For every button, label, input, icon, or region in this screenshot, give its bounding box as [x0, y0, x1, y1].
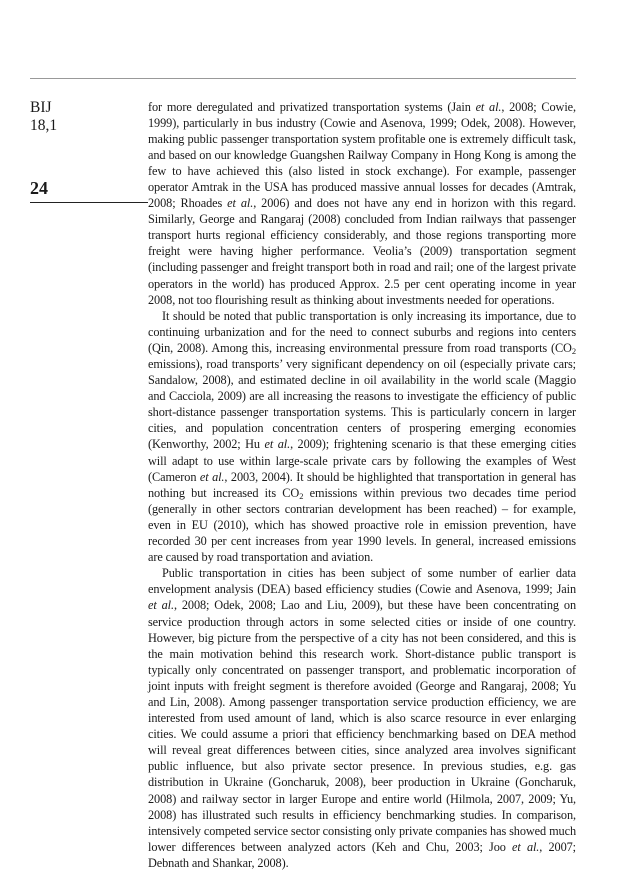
paragraph-3: [148, 565, 576, 871]
article-body: [148, 99, 576, 871]
header-rule: [30, 78, 576, 79]
italic-run: et al.: [476, 100, 502, 114]
text-run: , 2006) and does not have any end in horizon with this regard. Similarly, George and Rangaraj (2008) concluded from Indian railways that passenger transport hurts regional efficiency considerably, and those regions transporting more freight were having higher performance. Veolia’s (2009) transportation segment (including passenger and freight transport both in road and rail; one of the largest private operators in the world) has produced Approx. 2.5 per cent operating income in year 2008, not too flourishing result as thinking about investments needed for operations.: [148, 196, 576, 307]
italic-run: et al.: [200, 470, 225, 484]
italic-run: et al.: [265, 437, 291, 451]
text-run: emissions), road transports’ very significant dependency on oil (especially private cars; Sandalow, 2008), and estimated decline in oil availability in the world scale (Maggio and Cacciola, 2009) are all increasing the reasons to investigate the efficiency of public short-distance passenger transportation systems. This is particularly concern in larger cities, and population concentration centers of prospering emerging economies (Kenworthy, 2002; Hu: [148, 357, 576, 451]
subscript: 2: [572, 346, 576, 356]
volume-issue: 18,1: [30, 117, 57, 135]
text-run: , 2008; Odek, 2008; Lao and Liu, 2009), but these have been concentrating on service production through actors in some selected cities or inside of one country. However, big picture from the perspective of a city has not been considered, and this is the main motivation behind this research work. Short-distance public transport is typically only concentrated on passenger transport, and problematic incorporation of joint inputs with freight segment is therefore avoided (George and Rangaraj, 2008; Yu and Lin, 2008). Among passenger transportation service production efficiency, we are interested from used amount of land, which is also scarce resource in ever enlarging cities. We could assume a priori that efficiency benchmarking based on DEA method will reveal great differences between cities, since analyzed area involves significant public influence, but also private sector presence. In previous studies, e.g. gas distribution in Ukraine (Goncharuk, 2008), beer production in Ukraine (Goncharuk, 2008) and railway sector in larger Europe and entire world (Hilmola, 2007, 2009; Yu, 2008) has illustrated such results in efficiency benchmarking studies. In comparison, intensively competed service sector consisting only private companies has showed much lower differences between analyzed actors (Keh and Chu, 2003; Joo: [148, 598, 576, 853]
text-run: Public transportation in cities has been subject of some number of earlier data envelopment analysis (DEA) based efficiency studies (Cowie and Asenova, 1999; Jain: [148, 566, 576, 596]
paragraph-1: [148, 99, 576, 308]
text-run: , 2007; Debnath and Shankar, 2008).: [148, 840, 576, 870]
italic-run: et al.: [227, 196, 253, 210]
journal-info: [30, 99, 57, 135]
text-run: for more deregulated and privatized transportation systems (Jain: [148, 100, 476, 114]
subscript: 2: [299, 491, 303, 501]
text-run: It should be noted that public transportation is only increasing its importance, due to continuing urbanization and for the need to connect suburbs and regions into centers (Qin, 2008). Among this, increasing environmental pressure from road transports (CO: [148, 309, 576, 355]
journal-abbrev: BIJ: [30, 99, 57, 117]
page-number-rule: [30, 202, 148, 203]
text-run: , 2003, 2004). It should be highlighted that transportation in general has nothing but increased its CO: [148, 470, 576, 500]
text-run: emissions within previous two decades time period (generally in other sectors contrarian development has been reached) – for example, even in EU (2010), which has showed proactive role in emission prevention, have recorded 30 per cent increases from year 1990 levels. In general, increased emissions are caused by road transportation and aviation.: [148, 486, 576, 564]
italic-run: et al.: [512, 840, 539, 854]
page-number: 24: [30, 178, 48, 199]
text-run: , 2009); frightening scenario is that these emerging cities will adapt to use within large-scale private cars by following the examples of West (Cameron: [148, 437, 576, 483]
italic-run: et al.: [148, 598, 174, 612]
text-run: , 2008; Cowie, 1999), particularly in bus industry (Cowie and Asenova, 1999; Odek, 2008). However, making public passenger transportation system profitable one is extremely difficult task, and based on our knowledge Guangshen Railway Company in Hong Kong is among the few to have achieved this (also listed in stock exchange). For example, passenger operator Amtrak in the USA has produced massive annual losses for decades (Amtrak, 2008; Rhoades: [148, 100, 576, 211]
paragraph-2: [148, 308, 576, 566]
